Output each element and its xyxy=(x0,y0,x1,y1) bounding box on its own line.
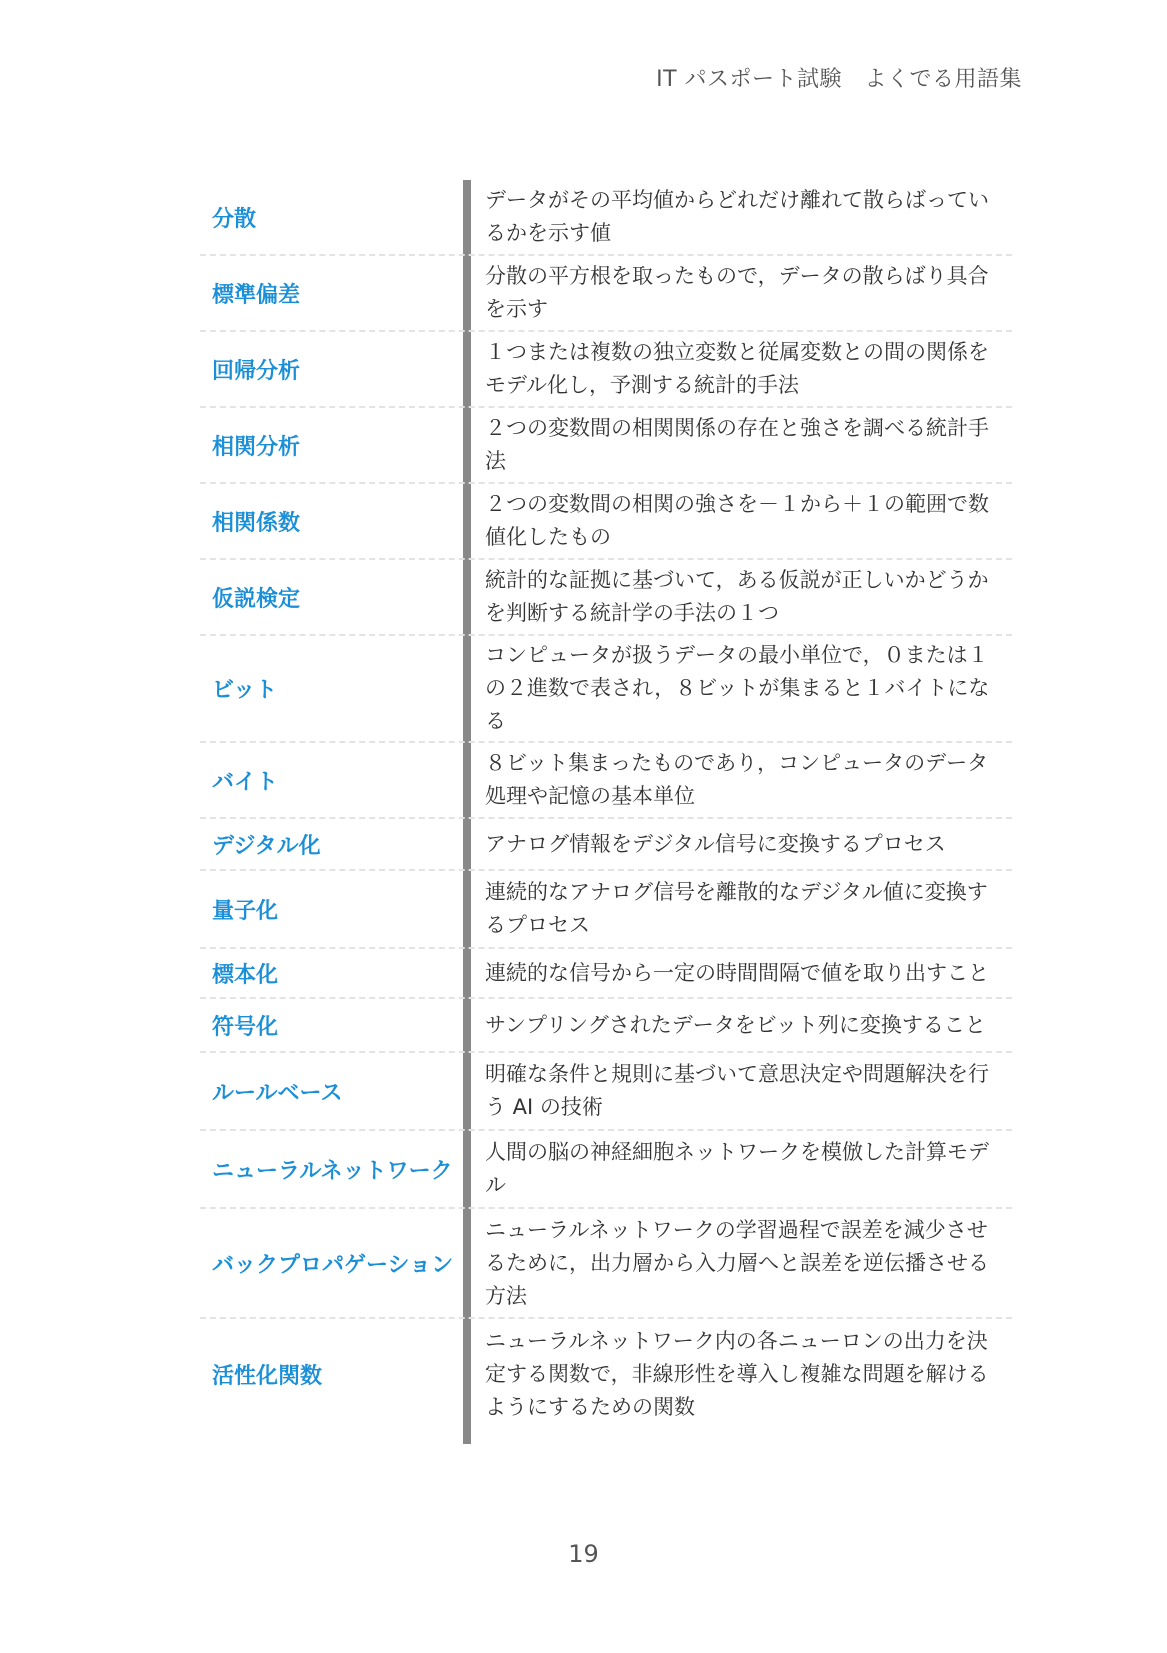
glossary-term: ニューラルネットワーク xyxy=(212,1158,453,1184)
glossary-row xyxy=(200,482,1012,558)
glossary-term: ビット xyxy=(212,678,278,703)
glossary-row xyxy=(200,180,1012,254)
glossary-row xyxy=(200,1051,1012,1129)
glossary-definition: 連続的な信号から一定の時間間隔で値を取り出すこと xyxy=(485,960,989,985)
glossary-row xyxy=(200,869,1012,947)
glossary-definition: データがその平均値からどれだけ離れて散らばっているかを示す値 xyxy=(485,188,989,245)
glossary-row xyxy=(200,1317,1012,1430)
glossary-row xyxy=(200,997,1012,1051)
glossary-term: 相関分析 xyxy=(212,434,301,460)
glossary-row xyxy=(200,741,1012,817)
glossary-definition: 統計的な証拠に基づいて，ある仮説が正しいかどうかを判断する統計学の手法の１つ xyxy=(485,568,989,625)
glossary-term: 符号化 xyxy=(212,1014,279,1040)
glossary-term: 分散 xyxy=(212,206,257,232)
glossary-row xyxy=(200,406,1012,482)
glossary-term: 回帰分析 xyxy=(212,358,301,384)
glossary-term: バックプロパゲーション xyxy=(212,1252,454,1278)
glossary-term: 相関係数 xyxy=(212,510,301,536)
glossary-definition: ２つの変数間の相関の強さを－１から＋１の範囲で数値化したもの xyxy=(485,492,989,549)
glossary-definition: 人間の脳の神経細胞ネットワークを模倣した計算モデル xyxy=(485,1140,989,1197)
glossary-definition: アナログ情報をデジタル信号に変換するプロセス xyxy=(485,831,946,856)
glossary-term: バイト xyxy=(212,769,279,795)
glossary-row xyxy=(200,558,1012,634)
glossary-row xyxy=(200,330,1012,406)
glossary-table xyxy=(200,180,1012,1430)
page-number: 19 xyxy=(568,1540,599,1568)
glossary-definition: 分散の平方根を取ったもので，データの散らばり具合を示す xyxy=(485,264,989,321)
glossary-row xyxy=(200,254,1012,330)
glossary-row xyxy=(200,1207,1012,1317)
glossary-definition: ２つの変数間の相関関係の存在と強さを調べる統計手法 xyxy=(485,416,989,473)
glossary-definition: サンプリングされたデータをビット列に変換すること xyxy=(485,1012,986,1037)
glossary-definition: １つまたは複数の独立変数と従属変数との間の関係をモデル化し，予測する統計的手法 xyxy=(485,340,989,397)
glossary-term: デジタル化 xyxy=(212,833,321,859)
glossary-definition: ８ビット集まったものであり，コンピュータのデータ処理や記憶の基本単位 xyxy=(485,751,989,808)
glossary-definition: ニューラルネットワーク内の各ニューロンの出力を決定する関数で，非線形性を導入し複雑な問題を解けるようにするための関数 xyxy=(485,1329,989,1419)
glossary-term: ルールベース xyxy=(212,1080,343,1106)
glossary-term: 量子化 xyxy=(212,898,279,924)
glossary-definition: 連続的なアナログ信号を離散的なデジタル値に変換するプロセス xyxy=(485,880,988,937)
glossary-definition: ニューラルネットワークの学習過程で誤差を減少させるために，出力層から入力層へと誤差を逆伝播させる方法 xyxy=(485,1217,989,1308)
glossary-term: 仮説検定 xyxy=(212,586,301,612)
glossary-definition: コンピュータが扱うデータの最小単位で，０または１の２進数で表され，８ビットが集まると１バイトになる xyxy=(485,643,990,733)
glossary-row xyxy=(200,817,1012,869)
glossary-row xyxy=(200,634,1012,741)
glossary-term: 活性化関数 xyxy=(212,1364,323,1389)
document-header-title: IT パスポート試験 よくでる用語集 xyxy=(656,67,1022,92)
glossary-row xyxy=(200,1129,1012,1207)
glossary-term: 標本化 xyxy=(212,962,279,988)
glossary-row xyxy=(200,947,1012,997)
glossary-term: 標準偏差 xyxy=(212,282,301,308)
glossary-definition: 明確な条件と規則に基づいて意思決定や問題解決を行う AI の技術 xyxy=(485,1062,989,1119)
